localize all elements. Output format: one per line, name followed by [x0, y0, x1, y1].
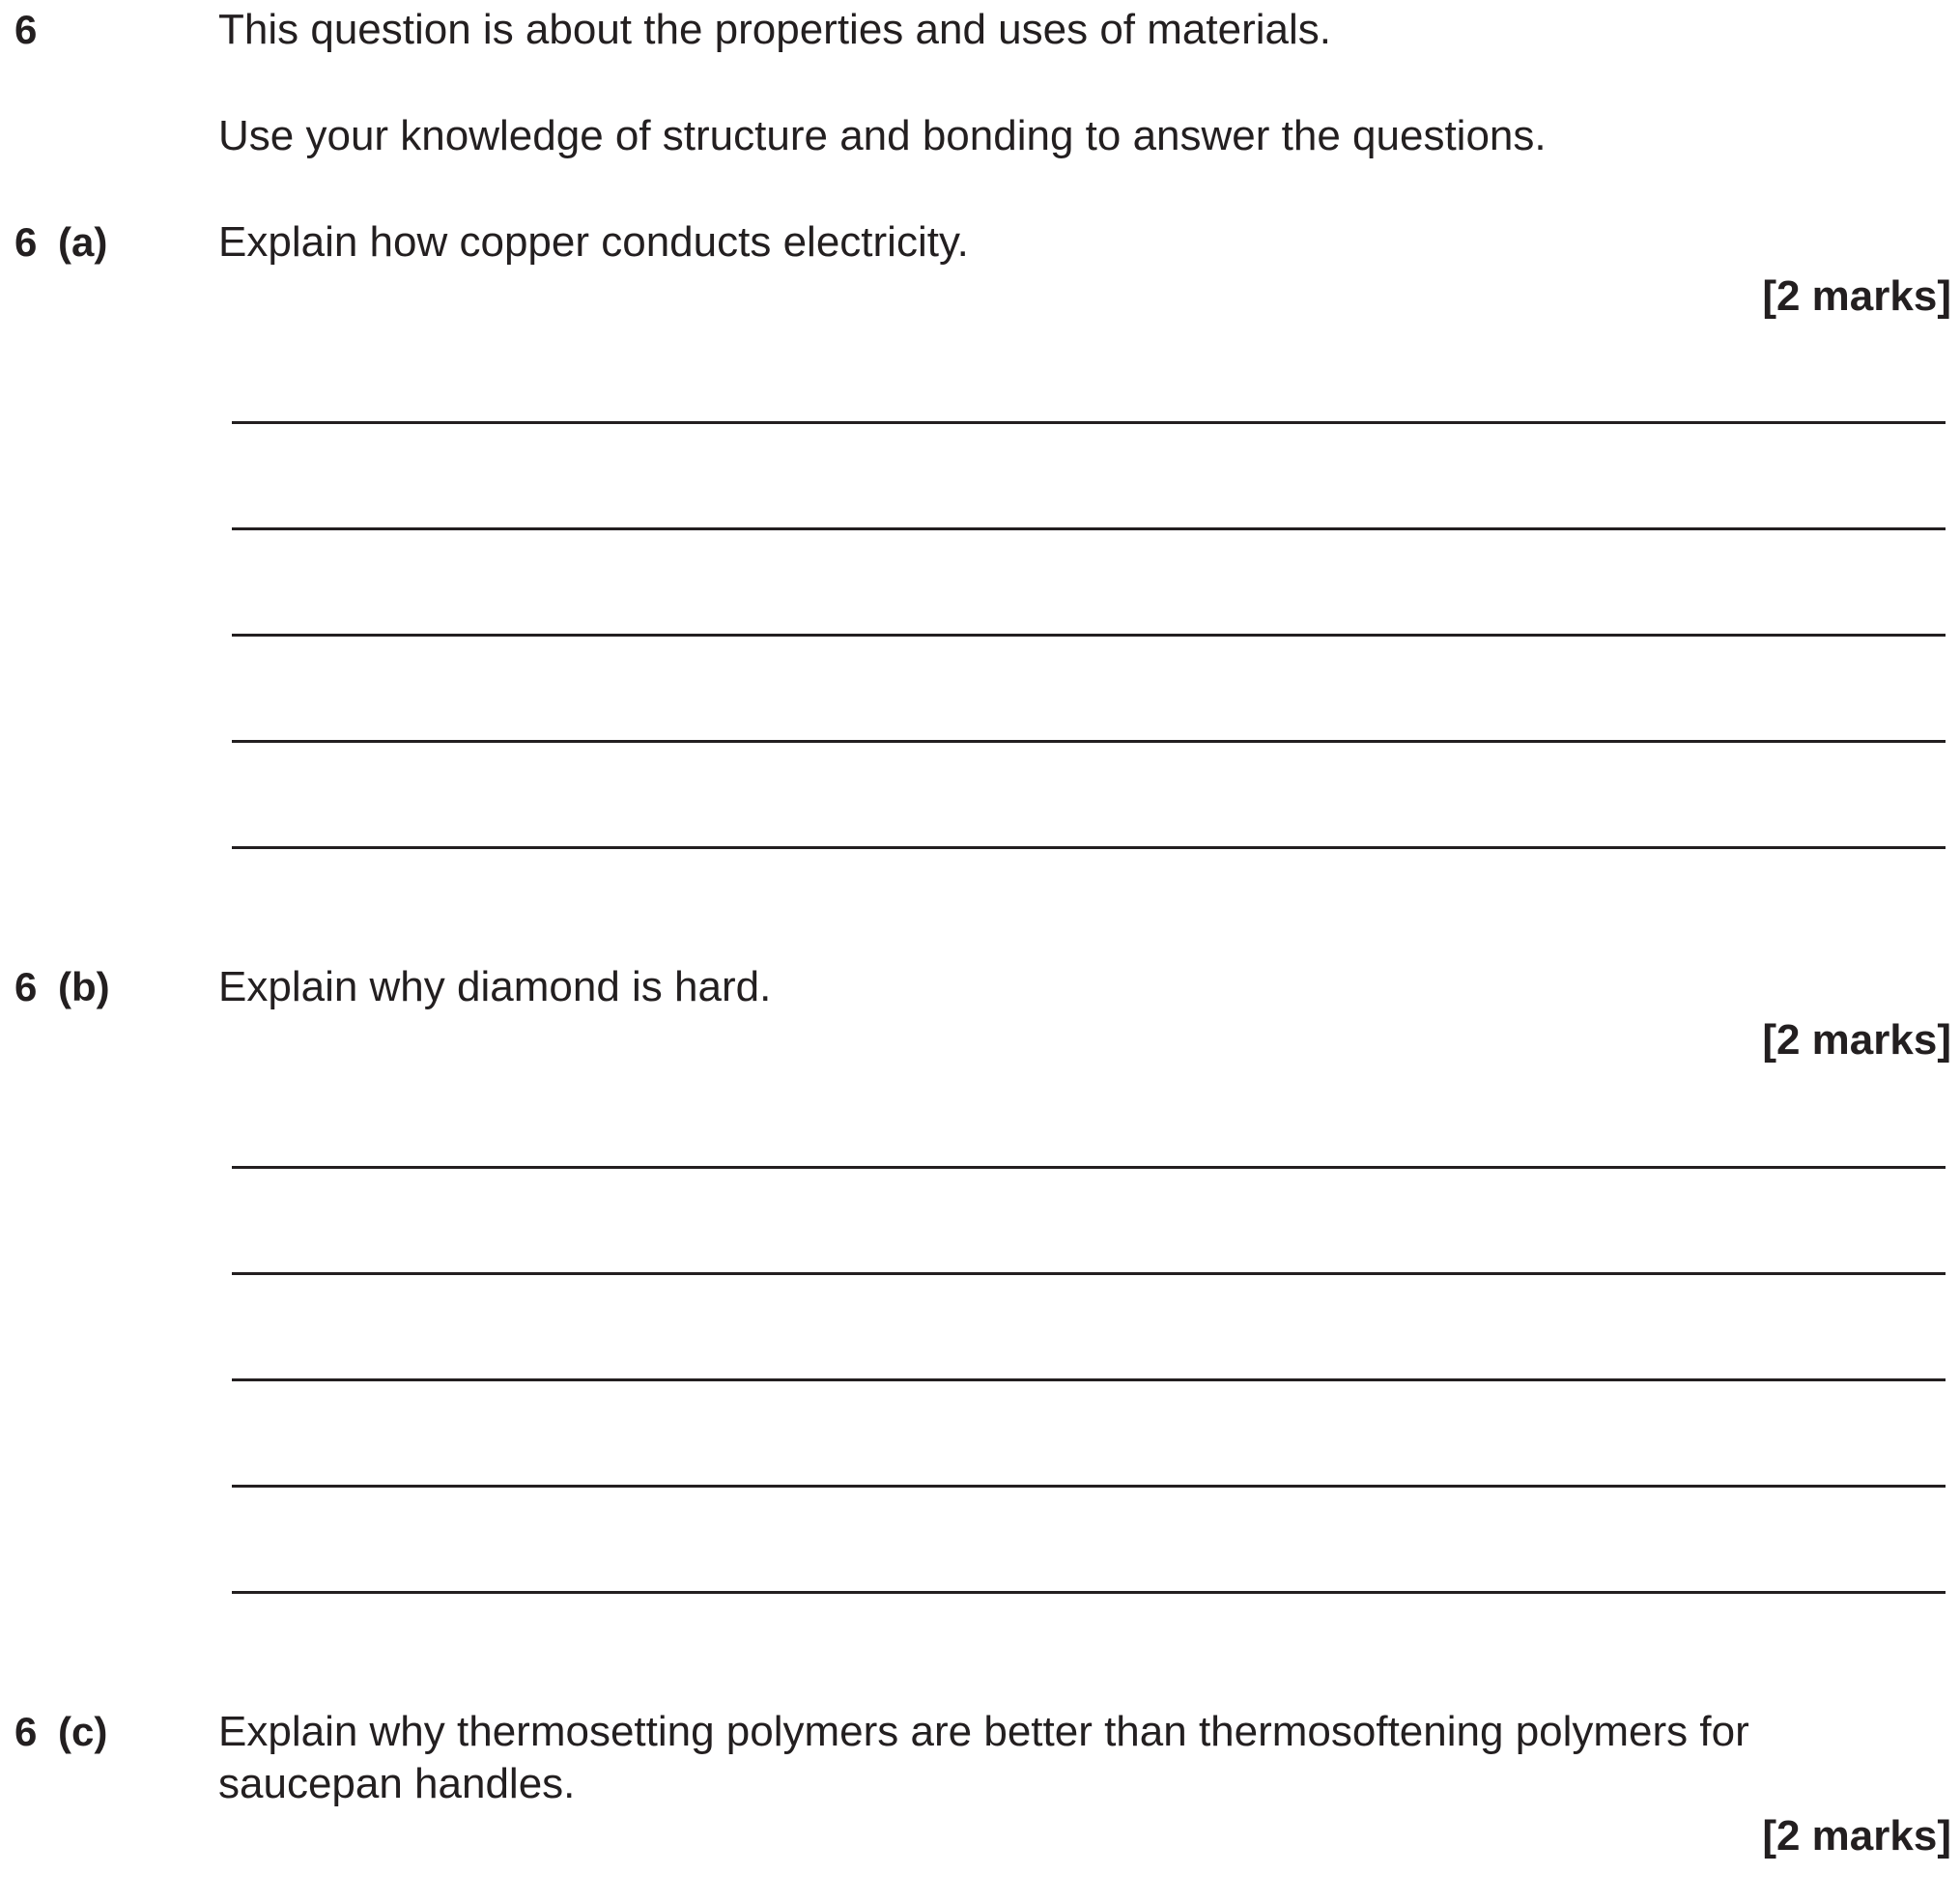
part-b-prompt: Explain why diamond is hard.: [218, 963, 772, 1010]
part-a-marks: [2 marks]: [1762, 272, 1951, 320]
part-a-label: (a): [58, 219, 108, 265]
part-c-marks: [2 marks]: [1762, 1812, 1951, 1859]
part-b-answer-line-1[interactable]: [232, 1166, 1946, 1169]
part-b-marks: [2 marks]: [1762, 1016, 1951, 1064]
part-b-label: (b): [58, 964, 110, 1009]
part-b-answer-line-3[interactable]: [232, 1378, 1946, 1381]
part-b-number: 6: [14, 964, 38, 1009]
part-c-number: 6: [14, 1709, 38, 1754]
part-a-answer-line-3[interactable]: [232, 634, 1946, 637]
part-c-prompt-line-1: Explain why thermosetting polymers are better than thermosoftening polymers for: [218, 1708, 1749, 1755]
part-a-answer-line-4[interactable]: [232, 740, 1946, 743]
part-c-label: (c): [58, 1709, 108, 1754]
part-b-answer-line-4[interactable]: [232, 1485, 1946, 1488]
part-a-number: 6: [14, 219, 38, 265]
question-intro: This question is about the properties and uses of materials.: [218, 6, 1331, 53]
part-a-answer-line-2[interactable]: [232, 527, 1946, 530]
question-instruction: Use your knowledge of structure and bonding to answer the questions.: [218, 112, 1547, 159]
part-b-answer-line-5[interactable]: [232, 1591, 1946, 1594]
part-c-prompt-line-2: saucepan handles.: [218, 1760, 576, 1807]
part-a-prompt: Explain how copper conducts electricity.: [218, 218, 969, 266]
question-number: 6: [14, 7, 38, 52]
part-a-answer-line-5[interactable]: [232, 846, 1946, 849]
part-b-answer-line-2[interactable]: [232, 1272, 1946, 1275]
part-a-answer-line-1[interactable]: [232, 421, 1946, 424]
